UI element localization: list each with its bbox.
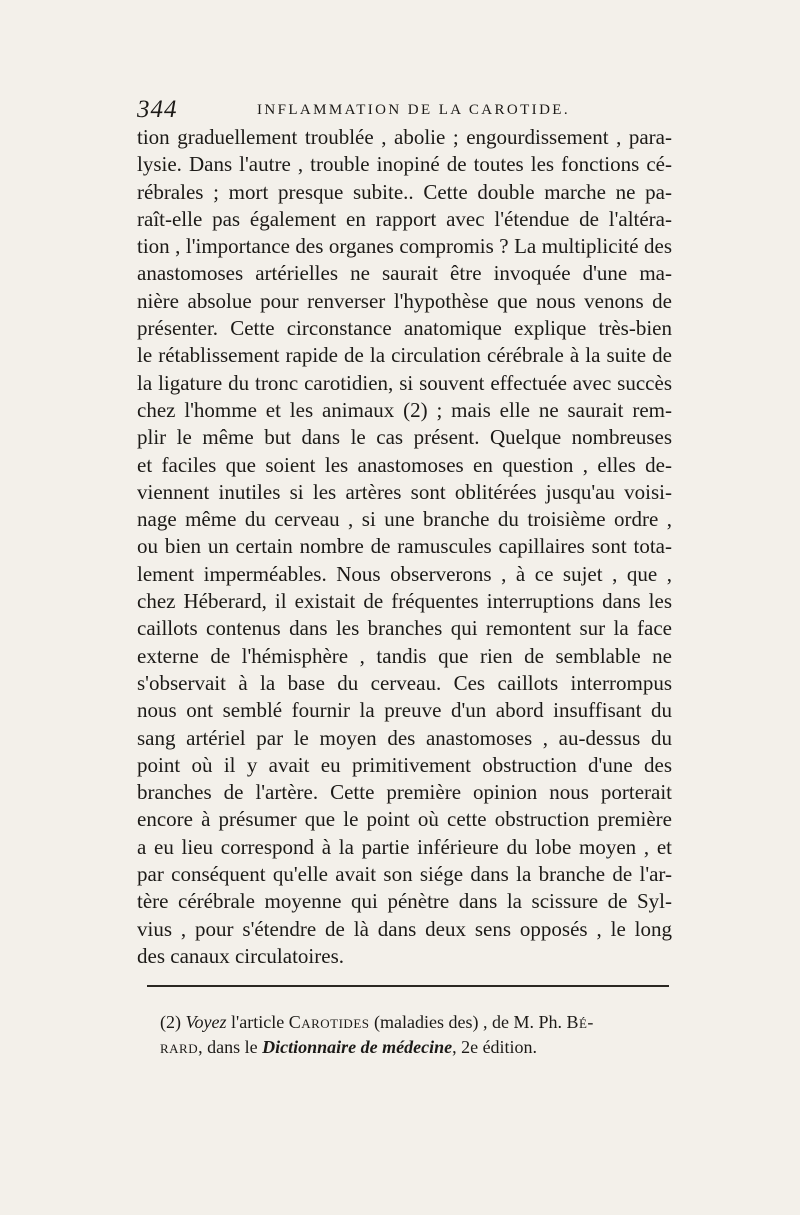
footnote	[160, 1010, 670, 1060]
body-text	[137, 124, 672, 970]
text-line: par conséquent qu'elle avait son siége dans la branche de l'ar-	[137, 862, 672, 887]
text-line: viennent inutiles si les artères sont oblitérées jusqu'au voisi-	[137, 479, 672, 504]
text-line: branches de l'artère. Cette première opinion nous porterait	[137, 780, 672, 805]
footnote-text: l'article	[230, 1012, 285, 1032]
text-line: a eu lieu correspond à la partie inférieure du lobe moyen , et	[137, 834, 672, 859]
text-line: la ligature du tronc carotidien, si souvent effectuée avec succès	[137, 370, 672, 395]
text-line: le rétablissement rapide de la circulation cérébrale à la suite de	[137, 343, 672, 368]
text-line: externe de l'hémisphère , tandis que rien de semblable ne	[137, 643, 672, 668]
page-header	[137, 96, 677, 126]
text-line: nière absolue pour renverser l'hypothèse que nous venons de	[137, 288, 672, 313]
text-line: tion , l'importance des organes compromis ? La multiplicité des	[137, 234, 672, 259]
text-line: encore à présumer que le point où cette obstruction première	[137, 807, 672, 832]
footnote-author: rard	[160, 1037, 199, 1057]
text-line: sang artériel par le moyen des anastomoses , au-dessus du	[137, 725, 672, 750]
text-line: lysie. Dans l'autre , trouble inopiné de toutes les fonctions cé-	[137, 152, 672, 177]
text-line: des canaux circulatoires.	[137, 943, 344, 968]
text-line: s'observait à la base du cerveau. Ces caillots interrompus	[137, 670, 672, 695]
text-line: chez l'homme et les animaux (2) ; mais elle ne saurait rem-	[137, 397, 672, 422]
footnote-text: , 2e édition.	[452, 1037, 538, 1057]
footnote-line	[160, 1035, 670, 1060]
footnote-divider	[147, 985, 669, 987]
footnote-voyez: Voyez	[185, 1012, 227, 1032]
text-line: point où il y avait eu primitivement obstruction d'une des	[137, 752, 672, 777]
running-head: INFLAMMATION DE LA CAROTIDE.	[257, 102, 571, 118]
page-number: 344	[137, 96, 178, 123]
text-line: caillots contenus dans les branches qui remontent sur la face	[137, 616, 672, 641]
text-line: plir le même but dans le cas présent. Quelque nombreuses	[137, 425, 672, 450]
text-line: présenter. Cette circonstance anatomique explique très-bien	[137, 316, 672, 341]
text-line: rébrales ; mort presque subite.. Cette double marche ne pa-	[137, 179, 672, 204]
text-line: lement imperméables. Nous observerons , à ce sujet , que ,	[137, 561, 672, 586]
footnote-dictionary-title: Dictionnaire de médecine	[262, 1037, 453, 1057]
text-line: anastomoses artérielles ne saurait être invoquée d'une ma-	[137, 261, 672, 286]
footnote-author: Bé-	[566, 1012, 594, 1032]
text-line: nous ont semblé fournir la preuve d'un abord insuffisant du	[137, 698, 672, 723]
text-line: tion graduellement troublée , abolie ; engourdissement , para-	[137, 125, 672, 149]
footnote-marker: (2)	[160, 1012, 181, 1032]
text-line: nage même du cerveau , si une branche du troisième ordre ,	[137, 507, 672, 532]
footnote-line	[160, 1010, 670, 1035]
text-line: et faciles que soient les anastomoses en question , elles de-	[137, 452, 672, 477]
text-line: raît-elle pas également en rapport avec l'étendue de l'altéra-	[137, 206, 672, 231]
text-line: tère cérébrale moyenne qui pénètre dans la scissure de Syl-	[137, 889, 672, 914]
footnote-article-title: Carotides	[288, 1012, 370, 1032]
footnote-text: , dans le	[198, 1037, 258, 1057]
text-line: ou bien un certain nombre de ramuscules capillaires sont tota-	[137, 534, 672, 559]
text-line: chez Héberard, il existait de fréquentes interruptions dans les	[137, 589, 672, 614]
footnote-text: (maladies des) , de M. Ph.	[374, 1012, 562, 1032]
text-line: vius , pour s'étendre de là dans deux sens opposés , le long	[137, 916, 672, 941]
